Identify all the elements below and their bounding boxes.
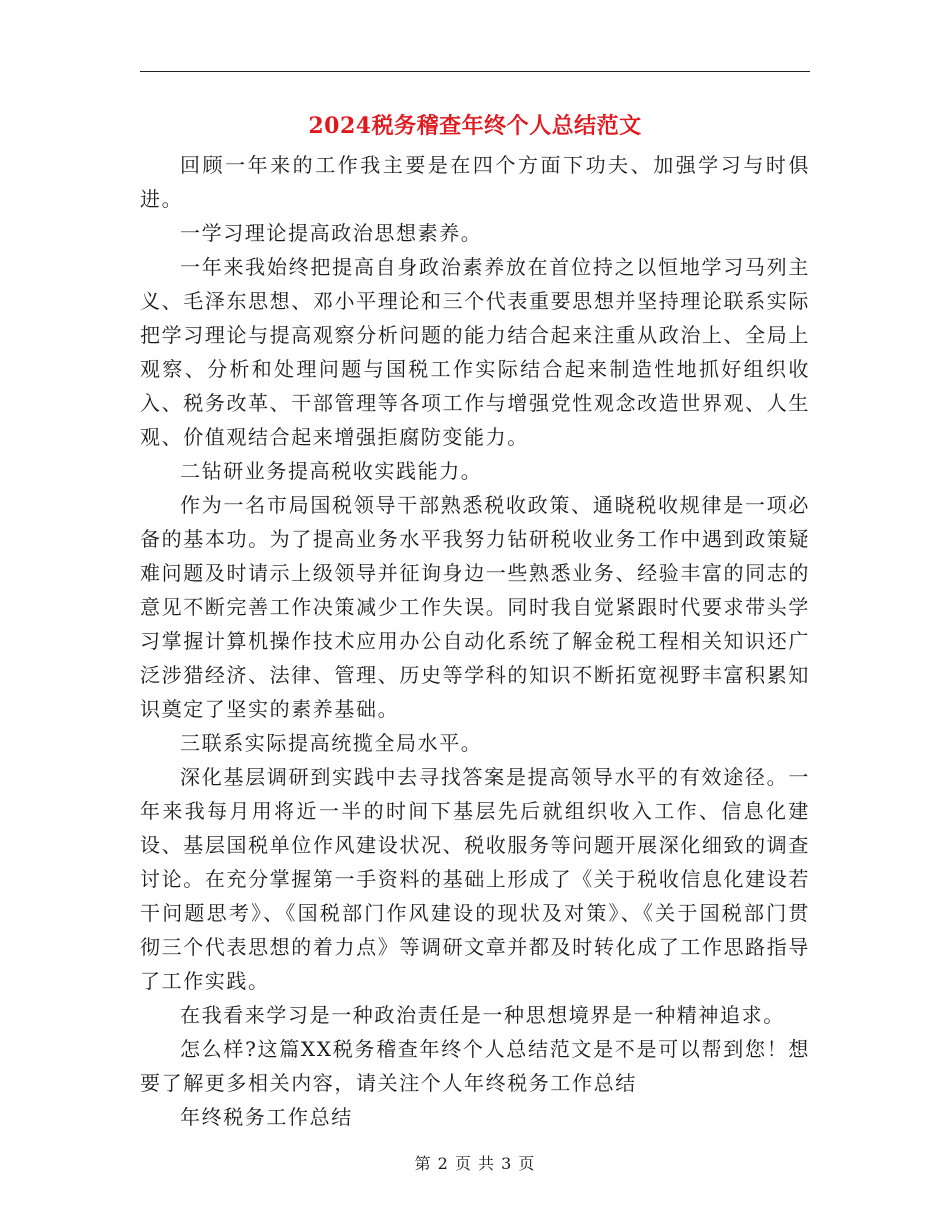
section-heading-1: 一学习理论提高政治思想素养。: [180, 221, 483, 245]
page-number: 第 2 页 共 3 页: [414, 1154, 536, 1173]
section-heading-3: 三联系实际提高统揽全局水平。: [180, 731, 483, 755]
document-body: [140, 148, 810, 1134]
paragraph-section-2: 作为一名市局国税领导干部熟悉税收政策、通晓税收规律是一项必备的基本功。为了提高业务水平我努力钻研税收业务工作中遇到政策疑难问题及时请示上级领导并征询身边一些熟悉业务、经验丰富的同志的意见不断完善工作决策减少工作失误。同时我自觉紧跟时代要求带头学习掌握计算机操作技术应用办公自动化系统了解金税工程相关知识还广泛涉猎经济、法律、管理、历史等学科的知识不断拓宽视野丰富积累知识奠定了坚实的素养基础。: [140, 493, 810, 721]
header-rule: [140, 71, 810, 72]
paragraph-intro: 回顾一年来的工作我主要是在四个方面下功夫、加强学习与时俱进。: [140, 153, 810, 211]
paragraph-section-3: 深化基层调研到实践中去寻找答案是提高领导水平的有效途径。一年来我每月用将近一半的时间下基层先后就组织收入工作、信息化建设、基层国税单位作风建设状况、税收服务等问题开展深化细致的调查讨论。在充分掌握第一手资料的基础上形成了《关于税收信息化建设若干问题思考》、《国税部门作风建设的现状及对策》、《关于国税部门贯彻三个代表思想的着力点》等调研文章并都及时转化成了工作思路指导了工作实践。: [140, 765, 810, 993]
paragraph-section-1: 一年来我始终把提高自身政治素养放在首位持之以恒地学习马列主义、毛泽东思想、邓小平理论和三个代表重要思想并坚持理论联系实际把学习理论与提高观察分析问题的能力结合起来注重从政治上、全局上观察、分析和处理问题与国税工作实际结合起来制造性地抓好组织收入、税务改革、干部管理等各项工作与增强党性观念改造世界观、人生观、价值观结合起来增强拒腐防变能力。: [140, 255, 810, 449]
paragraph-promo: 怎么样?这篇XX税务稽查年终个人总结范文是不是可以帮到您！想要了解更多相关内容，请关注个人年终税务工作总结: [140, 1037, 810, 1095]
paragraph-conclusion: 在我看来学习是一种政治责任是一种思想境界是一种精神追求。: [180, 1003, 785, 1027]
section-heading-2: 二钻研业务提高税收实践能力。: [180, 459, 483, 483]
document-title: 2024税务稽查年终个人总结范文: [308, 113, 642, 139]
paragraph-related-link[interactable]: 年终税务工作总结: [180, 1105, 353, 1129]
